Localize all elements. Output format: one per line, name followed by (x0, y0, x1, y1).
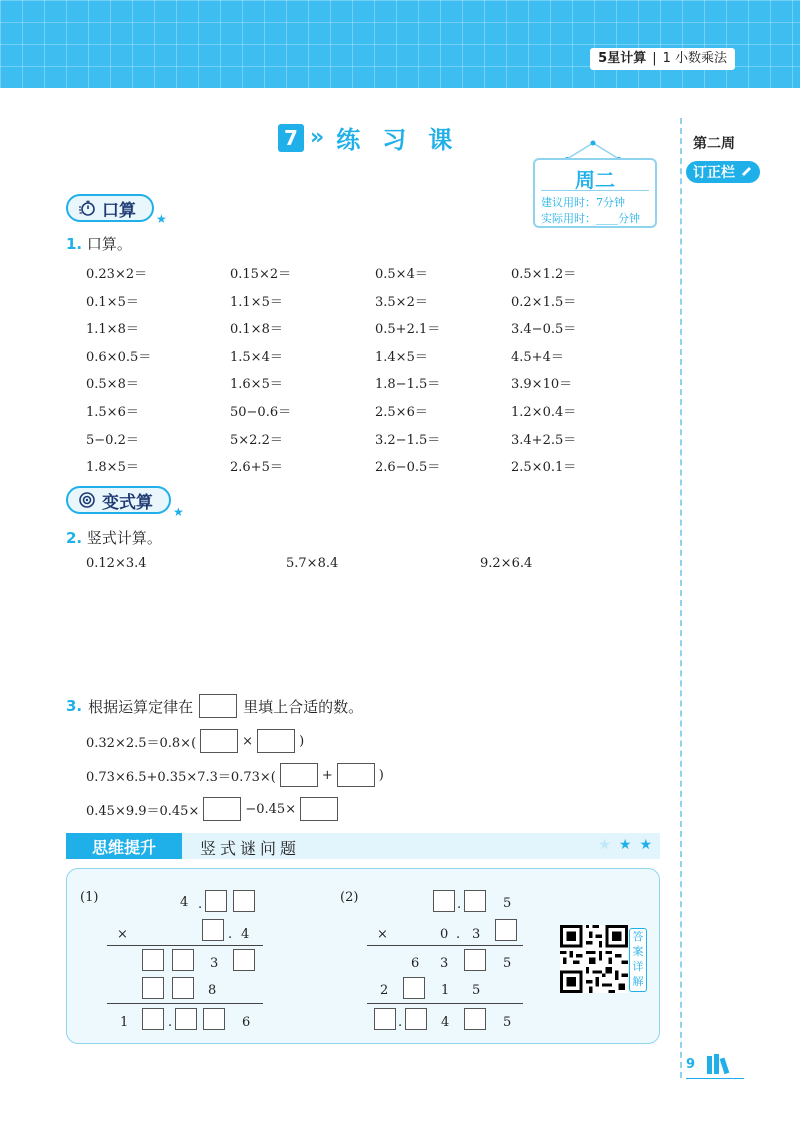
stopwatch-icon (78, 199, 96, 217)
section-variant-label: 变式算 (102, 492, 153, 513)
lesson-number: 7 (278, 124, 304, 152)
books-icon (705, 1052, 737, 1076)
digit-box[interactable] (233, 949, 255, 971)
digit-box[interactable] (205, 890, 227, 912)
page-header (0, 0, 800, 88)
oral-item: 2.6+5＝ (230, 460, 283, 476)
q3-line-2 (86, 763, 384, 787)
digit: 3 (210, 956, 219, 971)
oral-item: 1.8−1.5＝ (375, 377, 441, 393)
q3-op: × (242, 733, 254, 749)
digit-box[interactable] (142, 977, 164, 999)
decimal-point: . (168, 1015, 173, 1030)
decimal-point: . (228, 927, 233, 942)
digit: 2 (380, 983, 389, 998)
digit: 0 (440, 927, 449, 942)
digit-box[interactable] (464, 949, 486, 971)
q3-number: 3. (66, 697, 83, 715)
q3-expr: 0.45×9.9＝0.45× (86, 803, 200, 819)
digit-box[interactable] (142, 1008, 164, 1030)
digit: 5 (472, 983, 481, 998)
unit-label: 1 小数乘法 (662, 51, 727, 66)
page-number: 9 (686, 1057, 696, 1072)
decimal-point: . (398, 1015, 403, 1030)
oral-item: 0.5×8＝ (86, 377, 139, 393)
answer-box[interactable] (200, 729, 238, 753)
oral-item: 0.1×8＝ (230, 322, 283, 338)
digit-box[interactable] (403, 977, 425, 999)
digit: 4 (180, 895, 189, 910)
oral-item: 0.2×1.5＝ (511, 294, 577, 310)
q3-text-before: 根据运算定律在 (88, 697, 194, 716)
chevron-right-icon: » (310, 125, 325, 150)
oral-item: 3.2−1.5＝ (375, 432, 441, 448)
puzzle2-label: (2) (340, 890, 359, 905)
q3-close: ) (299, 733, 305, 749)
q3-line-3 (86, 797, 338, 821)
lesson-title (278, 120, 474, 155)
oral-item: 0.23×2＝ (86, 267, 148, 282)
oral-item: 1.5×4＝ (230, 349, 283, 365)
digit-box[interactable] (405, 1008, 427, 1030)
digit-box[interactable] (172, 977, 194, 999)
oral-item: 2.5×0.1＝ (511, 460, 577, 476)
vertical-item: 5.7×8.4 (286, 556, 339, 571)
example-box (199, 694, 237, 718)
decimal-point: . (457, 897, 462, 912)
digit: 1 (120, 1015, 129, 1030)
star-icon: ★ (618, 837, 632, 853)
q1-heading (66, 233, 132, 254)
q3-text-after: 里填上合适的数。 (243, 697, 364, 716)
hanger-icon (563, 140, 623, 160)
answer-box[interactable] (203, 797, 241, 821)
oral-item: 0.5×1.2＝ (511, 267, 577, 282)
oral-item: 2.6−0.5＝ (375, 460, 441, 476)
q3-op: −0.45× (245, 801, 297, 817)
pencil-icon (739, 165, 753, 179)
q3-close: ) (378, 767, 384, 783)
oral-item: 0.15×2＝ (230, 267, 292, 282)
oral-item: 2.5×6＝ (375, 405, 428, 420)
decimal-point: . (456, 927, 461, 942)
digit-box[interactable] (464, 890, 486, 912)
oral-item: 4.5+4＝ (511, 349, 564, 365)
difficulty-stars (598, 837, 652, 853)
q3-expr: 0.73×6.5+0.35×7.3＝0.73×( (86, 769, 276, 785)
digit: 5 (503, 956, 512, 971)
page-rule (686, 1078, 744, 1079)
challenge-tag: 思维提升 (66, 833, 182, 859)
correction-label: 订正栏 (693, 165, 735, 181)
oral-item: 1.2×0.4＝ (511, 405, 577, 420)
oral-item: 5×2.2＝ (230, 432, 283, 448)
section-oral-label: 口算 (102, 200, 136, 221)
qr-code-icon[interactable] (560, 925, 628, 993)
q3-op: + (321, 767, 333, 783)
digit: 3 (440, 956, 449, 971)
challenge-subtitle: 竖式谜问题 (200, 839, 301, 858)
oral-item: 0.5+2.1＝ (375, 322, 441, 338)
oral-item: 0.1×5＝ (86, 294, 139, 310)
digit-box[interactable] (233, 890, 255, 912)
q1-text: 口算。 (86, 235, 132, 253)
digit: 1 (441, 983, 450, 998)
star-icon: ★ (156, 212, 167, 226)
oral-item: 1.5×6＝ (86, 405, 139, 420)
challenge-bar (66, 833, 660, 859)
digit-box[interactable] (202, 919, 224, 941)
target-icon (78, 491, 96, 509)
digit-box[interactable] (203, 1008, 225, 1030)
digit-box[interactable] (464, 1008, 486, 1030)
vertical-item: 0.12×3.4 (86, 556, 147, 571)
oral-item: 0.6×0.5＝ (86, 349, 152, 365)
oral-item: 5−0.2＝ (86, 432, 139, 448)
digit-box[interactable] (175, 1008, 197, 1030)
q3-heading (66, 694, 363, 718)
actual-time: 实际用时：____分钟 (541, 212, 640, 225)
answer-box[interactable] (280, 763, 318, 787)
rule-line (107, 945, 263, 946)
section-variant (66, 486, 171, 514)
digit-box[interactable] (142, 949, 164, 971)
margin-divider (680, 118, 682, 1078)
rule-line (367, 1003, 523, 1004)
oral-item: 1.1×8＝ (86, 322, 139, 338)
q2-text: 竖式计算。 (86, 529, 162, 547)
times-sign: × (377, 927, 388, 942)
star-icon: ★ (639, 837, 652, 853)
q2-number: 2. (66, 529, 83, 547)
vertical-item: 9.2×6.4 (480, 556, 533, 571)
digit-box[interactable] (172, 949, 194, 971)
digit: 6 (411, 956, 420, 971)
times-sign: × (117, 927, 128, 942)
oral-item: 0.5×4＝ (375, 267, 428, 282)
digit: 5 (503, 896, 512, 911)
digit: 3 (472, 927, 481, 942)
digit: 4 (241, 927, 250, 942)
oral-item: 1.4×5＝ (375, 349, 428, 365)
rule-line (107, 1003, 263, 1004)
oral-item: 3.9×10＝ (511, 377, 573, 393)
suggested-time: 建议用时：7分钟 (541, 196, 625, 209)
digit-box[interactable] (374, 1008, 396, 1030)
digit: 5 (503, 1015, 512, 1030)
lesson-title-text: 练习课 (336, 126, 475, 154)
digit: 6 (242, 1015, 251, 1030)
chapter-tag (590, 48, 735, 70)
q1-number: 1. (66, 235, 83, 253)
oral-item: 3.4+2.5＝ (511, 432, 577, 448)
puzzle1-label: (1) (80, 890, 99, 905)
decimal-point: . (198, 897, 203, 912)
rule-line (367, 945, 523, 946)
separator: | (652, 51, 657, 66)
section-oral (66, 194, 154, 222)
oral-item: 1.1×5＝ (230, 294, 283, 310)
star-icon: ★ (173, 505, 184, 519)
q3-expr: 0.32×2.5＝0.8×( (86, 735, 197, 751)
digit: 8 (208, 983, 217, 998)
day-divider (541, 190, 649, 191)
oral-item: 3.4−0.5＝ (511, 322, 577, 338)
digit: 4 (441, 1015, 450, 1030)
answer-box[interactable] (300, 797, 338, 821)
oral-item: 50−0.6＝ (230, 405, 292, 420)
week-label: 第二周 (693, 136, 735, 152)
digit-box[interactable] (495, 919, 517, 941)
series-label: 5星计算 (598, 51, 647, 66)
q2-heading (66, 527, 162, 548)
q3-line-1 (86, 729, 304, 753)
answer-box[interactable] (257, 729, 295, 753)
day-card (533, 158, 657, 228)
star-icon: ★ (598, 837, 611, 853)
answer-detail-caption: 答案详解 (629, 928, 647, 992)
oral-item: 1.6×5＝ (230, 377, 283, 393)
answer-box[interactable] (337, 763, 375, 787)
digit-box[interactable] (433, 890, 455, 912)
correction-tag (686, 161, 760, 183)
oral-item: 1.8×5＝ (86, 460, 139, 476)
day-title: 周二 (575, 168, 615, 192)
oral-item: 3.5×2＝ (375, 294, 428, 310)
